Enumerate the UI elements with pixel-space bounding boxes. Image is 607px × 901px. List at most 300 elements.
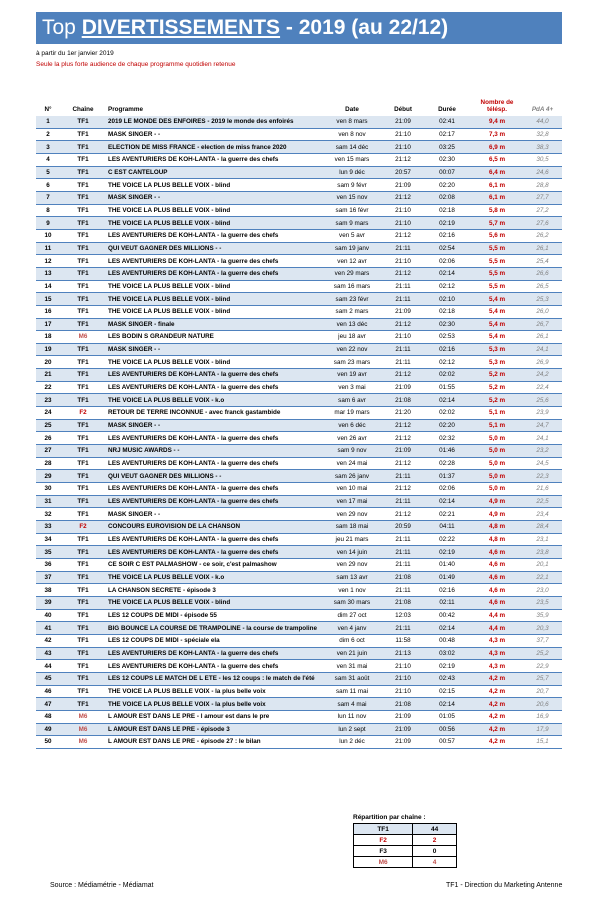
row-start: 21:12 [383,267,423,280]
table-row [36,166,562,179]
row-start: 21:12 [383,419,423,432]
row-start: 21:09 [383,723,423,736]
row-channel: TF1 [60,457,106,470]
row-programme: MASK SINGER - - [106,508,321,521]
row-programme: THE VOICE LA PLUS BELLE VOIX - blind [106,280,321,293]
row-duration: 02:20 [423,419,471,432]
row-audience: 4,8 m [471,521,523,534]
row-pda: 15,1 [523,736,562,749]
row-channel: TF1 [60,116,106,128]
row-programme: CONCOURS EUROVISION DE LA CHANSON [106,521,321,534]
row-date: lun 11 nov [321,710,383,723]
table-row [36,533,562,546]
row-date: sam 9 nov [321,445,383,458]
row-channel: TF1 [60,546,106,559]
table-row [36,217,562,230]
row-pda: 30,5 [523,153,562,166]
row-duration: 02:11 [423,596,471,609]
row-start: 21:11 [383,495,423,508]
row-pda: 23,9 [523,407,562,420]
row-programme: LES 12 COUPS DE MIDI - spéciale ela [106,634,321,647]
table-row [36,698,562,711]
row-audience: 4,4 m [471,622,523,635]
row-audience: 5,7 m [471,217,523,230]
row-start: 21:10 [383,204,423,217]
row-start: 21:10 [383,660,423,673]
col-num: N° [44,106,52,113]
row-audience: 4,3 m [471,647,523,660]
row-date: ven 1 nov [321,584,383,597]
row-programme: LES AVENTURIERS DE KOH-LANTA - la guerre des chefs [106,432,321,445]
table-row [36,672,562,685]
row-audience: 4,6 m [471,571,523,584]
row-num: 31 [36,495,60,508]
row-pda: 32,8 [523,128,562,141]
row-channel: TF1 [60,483,106,496]
row-date: ven 15 nov [321,191,383,204]
row-duration: 04:11 [423,521,471,534]
repartition-body [354,824,457,868]
row-programme: 2019 LE MONDE DES ENFOIRES - 2019 le monde des enfoirés [106,116,321,128]
row-num: 25 [36,419,60,432]
row-audience: 6,1 m [471,179,523,192]
row-num: 2 [36,128,60,141]
row-channel: TF1 [60,217,106,230]
row-channel: M6 [60,736,106,749]
row-date: ven 8 nov [321,128,383,141]
row-programme: LES AVENTURIERS DE KOH-LANTA - la guerre des chefs [106,495,321,508]
row-duration: 02:12 [423,356,471,369]
title-rest: - 2019 (au 22/12) [285,16,449,39]
row-date: ven 29 mars [321,267,383,280]
row-audience: 4,2 m [471,698,523,711]
row-programme: L AMOUR EST DANS LE PRE - épisode 27 : le bilan [106,736,321,749]
col-date: Date [345,106,359,113]
row-start: 21:08 [383,571,423,584]
row-programme: MASK SINGER - - [106,419,321,432]
row-date: ven 29 nov [321,558,383,571]
row-audience: 5,2 m [471,381,523,394]
row-start: 21:10 [383,255,423,268]
table-row [36,356,562,369]
row-channel: TF1 [60,685,106,698]
row-programme: THE VOICE LA PLUS BELLE VOIX - k.o [106,394,321,407]
row-programme: LES AVENTURIERS DE KOH-LANTA - la guerre des chefs [106,483,321,496]
row-date: dim 6 oct [321,634,383,647]
row-start: 21:08 [383,394,423,407]
row-num: 8 [36,204,60,217]
repartition-count: 4 [413,857,457,868]
row-num: 6 [36,179,60,192]
row-num: 50 [36,736,60,749]
row-date: sam 13 avr [321,571,383,584]
row-start: 21:20 [383,407,423,420]
row-start: 21:10 [383,128,423,141]
row-programme: RETOUR DE TERRE INCONNUE - avec franck gastambide [106,407,321,420]
row-duration: 02:02 [423,369,471,382]
row-start: 21:10 [383,141,423,154]
row-num: 45 [36,672,60,685]
row-duration: 02:12 [423,280,471,293]
row-num: 43 [36,647,60,660]
table-row [36,369,562,382]
row-channel: TF1 [60,280,106,293]
row-programme: C EST CANTELOUP [106,166,321,179]
row-programme: MASK SINGER - - [106,191,321,204]
row-start: 21:10 [383,217,423,230]
row-pda: 24,6 [523,166,562,179]
repartition-count: 0 [413,846,457,857]
row-date: ven 5 avr [321,229,383,242]
row-date: lun 9 déc [321,166,383,179]
row-audience: 5,3 m [471,356,523,369]
row-channel: TF1 [60,166,106,179]
row-start: 21:09 [383,381,423,394]
row-channel: TF1 [60,356,106,369]
row-duration: 02:32 [423,432,471,445]
row-programme: LES AVENTURIERS DE KOH-LANTA - la guerre des chefs [106,381,321,394]
row-programme: LES AVENTURIERS DE KOH-LANTA - la guerre des chefs [106,457,321,470]
row-audience: 4,3 m [471,660,523,673]
row-programme: LES AVENTURIERS DE KOH-LANTA - la guerre des chefs [106,546,321,559]
row-start: 21:11 [383,533,423,546]
row-date: ven 14 juin [321,546,383,559]
row-num: 18 [36,331,60,344]
report-title-banner [36,12,562,44]
row-pda: 22,5 [523,495,562,508]
row-duration: 01:40 [423,558,471,571]
row-audience: 4,2 m [471,672,523,685]
row-channel: TF1 [60,318,106,331]
table-row [36,128,562,141]
title-top: Top [42,16,76,39]
row-channel: TF1 [60,229,106,242]
table-header-row [36,94,562,116]
row-start: 21:11 [383,343,423,356]
row-audience: 4,2 m [471,685,523,698]
table-row [36,634,562,647]
row-start: 21:13 [383,647,423,660]
row-num: 23 [36,394,60,407]
row-duration: 02:14 [423,267,471,280]
row-channel: TF1 [60,394,106,407]
row-num: 38 [36,584,60,597]
row-channel: TF1 [60,255,106,268]
row-date: lun 2 déc [321,736,383,749]
row-date: sam 9 mars [321,217,383,230]
row-channel: TF1 [60,609,106,622]
row-duration: 02:06 [423,255,471,268]
table-row [36,736,562,749]
row-audience: 5,2 m [471,369,523,382]
row-duration: 01:05 [423,710,471,723]
row-duration: 02:16 [423,229,471,242]
row-audience: 4,2 m [471,710,523,723]
table-row [36,596,562,609]
row-duration: 02:14 [423,698,471,711]
row-programme: LES AVENTURIERS DE KOH-LANTA - la guerre des chefs [106,255,321,268]
row-num: 30 [36,483,60,496]
table-row [36,432,562,445]
repartition-channel: M6 [354,857,413,868]
row-programme: THE VOICE LA PLUS BELLE VOIX - blind [106,204,321,217]
row-start: 21:11 [383,356,423,369]
row-duration: 02:16 [423,343,471,356]
row-start: 21:12 [383,191,423,204]
row-duration: 01:49 [423,571,471,584]
row-pda: 23,2 [523,445,562,458]
row-start: 20:59 [383,521,423,534]
table-row [36,546,562,559]
row-pda: 23,1 [523,533,562,546]
row-start: 11:58 [383,634,423,647]
table-row [36,141,562,154]
row-audience: 4,2 m [471,723,523,736]
row-num: 3 [36,141,60,154]
row-start: 21:09 [383,179,423,192]
row-audience: 5,0 m [471,457,523,470]
row-num: 35 [36,546,60,559]
row-num: 24 [36,407,60,420]
row-start: 21:09 [383,116,423,128]
row-pda: 27,7 [523,191,562,204]
row-pda: 16,9 [523,710,562,723]
row-pda: 23,8 [523,546,562,559]
row-channel: TF1 [60,242,106,255]
row-pda: 20,3 [523,622,562,635]
row-channel: TF1 [60,305,106,318]
row-audience: 5,6 m [471,229,523,242]
row-audience: 4,6 m [471,546,523,559]
row-duration: 02:18 [423,305,471,318]
repartition-row [354,835,457,846]
row-audience: 6,1 m [471,191,523,204]
row-channel: TF1 [60,191,106,204]
row-duration: 02:43 [423,672,471,685]
row-pda: 25,6 [523,394,562,407]
row-num: 46 [36,685,60,698]
row-date: sam 4 mai [321,698,383,711]
row-date: ven 4 janv [321,622,383,635]
row-duration: 02:54 [423,242,471,255]
row-programme: LES 12 COUPS DE MIDI - épisode 55 [106,609,321,622]
table-row [36,457,562,470]
row-start: 21:09 [383,305,423,318]
table-row [36,723,562,736]
row-channel: TF1 [60,571,106,584]
row-duration: 02:21 [423,508,471,521]
table-row [36,407,562,420]
row-programme: THE VOICE LA PLUS BELLE VOIX - blind [106,596,321,609]
row-channel: TF1 [60,381,106,394]
row-pda: 20,1 [523,558,562,571]
row-duration: 00:56 [423,723,471,736]
row-date: ven 19 avr [321,369,383,382]
row-start: 21:08 [383,698,423,711]
row-num: 4 [36,153,60,166]
row-channel: TF1 [60,508,106,521]
row-duration: 01:46 [423,445,471,458]
row-duration: 02:10 [423,293,471,306]
table-row [36,204,562,217]
row-pda: 22,9 [523,660,562,673]
table-row [36,445,562,458]
row-pda: 28,4 [523,521,562,534]
row-channel: TF1 [60,470,106,483]
row-audience: 5,2 m [471,394,523,407]
col-programme: Programme [108,106,143,113]
row-pda: 24,1 [523,343,562,356]
source-note: Source : Médiamétrie - Médiamat [50,882,154,889]
row-programme: THE VOICE LA PLUS BELLE VOIX - blind [106,356,321,369]
row-programme: MASK SINGER - finale [106,318,321,331]
row-programme: NRJ MUSIC AWARDS - - [106,445,321,458]
row-audience: 5,1 m [471,407,523,420]
table-row [36,609,562,622]
row-pda: 21,6 [523,483,562,496]
row-channel: TF1 [60,698,106,711]
table-row [36,331,562,344]
row-audience: 4,2 m [471,736,523,749]
row-duration: 02:20 [423,179,471,192]
row-num: 9 [36,217,60,230]
row-channel: TF1 [60,369,106,382]
row-num: 22 [36,381,60,394]
row-date: sam 19 janv [321,242,383,255]
row-num: 36 [36,558,60,571]
row-audience: 5,1 m [471,419,523,432]
row-date: sam 31 août [321,672,383,685]
row-audience: 5,4 m [471,293,523,306]
table-row [36,116,562,128]
row-audience: 5,8 m [471,204,523,217]
table-row [36,558,562,571]
table-row [36,343,562,356]
row-start: 20:57 [383,166,423,179]
row-pda: 26,9 [523,356,562,369]
row-pda: 26,6 [523,267,562,280]
row-audience: 4,8 m [471,533,523,546]
repartition-channel: TF1 [354,824,413,835]
repartition-channel: F3 [354,846,413,857]
row-start: 21:11 [383,622,423,635]
row-duration: 00:48 [423,634,471,647]
row-pda: 26,1 [523,242,562,255]
repartition-count: 44 [413,824,457,835]
row-channel: TF1 [60,141,106,154]
row-audience: 5,3 m [471,343,523,356]
col-pda: PdA 4+ [531,106,554,113]
title-main: DIVERTISSEMENTS [81,16,281,39]
row-duration: 01:55 [423,381,471,394]
row-duration: 00:42 [423,609,471,622]
repartition-count: 2 [413,835,457,846]
table-body [36,116,562,748]
row-num: 21 [36,369,60,382]
row-audience: 5,5 m [471,267,523,280]
row-date: ven 22 nov [321,343,383,356]
row-pda: 28,8 [523,179,562,192]
row-start: 21:11 [383,546,423,559]
row-num: 13 [36,267,60,280]
row-start: 21:12 [383,318,423,331]
table-row [36,318,562,331]
row-date: ven 3 mai [321,381,383,394]
table-row [36,710,562,723]
row-audience: 5,0 m [471,483,523,496]
row-num: 17 [36,318,60,331]
row-num: 34 [36,533,60,546]
row-num: 33 [36,521,60,534]
row-num: 40 [36,609,60,622]
row-num: 15 [36,293,60,306]
row-date: ven 12 avr [321,255,383,268]
method-note: Seule la plus forte audience de chaque programme quotidien retenue [36,61,236,68]
row-date: sam 30 mars [321,596,383,609]
table-row [36,470,562,483]
row-date: sam 11 mai [321,685,383,698]
row-channel: M6 [60,331,106,344]
row-duration: 02:14 [423,622,471,635]
row-duration: 02:28 [423,457,471,470]
table-row [36,242,562,255]
row-programme: LES AVENTURIERS DE KOH-LANTA - la guerre des chefs [106,153,321,166]
row-programme: LA CHANSON SECRETE - épisode 3 [106,584,321,597]
row-duration: 02:15 [423,685,471,698]
row-date: ven 6 déc [321,419,383,432]
row-num: 1 [36,116,60,128]
row-pda: 35,9 [523,609,562,622]
row-num: 48 [36,710,60,723]
row-duration: 02:16 [423,584,471,597]
row-channel: TF1 [60,343,106,356]
row-date: sam 18 mai [321,521,383,534]
row-date: ven 15 mars [321,153,383,166]
row-num: 44 [36,660,60,673]
row-num: 28 [36,457,60,470]
row-duration: 02:30 [423,153,471,166]
row-pda: 22,3 [523,470,562,483]
row-num: 7 [36,191,60,204]
row-audience: 6,4 m [471,166,523,179]
row-channel: M6 [60,710,106,723]
table-row [36,508,562,521]
table-row [36,495,562,508]
table-row [36,394,562,407]
row-num: 19 [36,343,60,356]
table-row [36,571,562,584]
repartition-channel: F2 [354,835,413,846]
row-num: 16 [36,305,60,318]
row-num: 20 [36,356,60,369]
row-date: ven 17 mai [321,495,383,508]
row-pda: 44,0 [523,116,562,128]
table-row [36,229,562,242]
row-num: 39 [36,596,60,609]
row-start: 21:10 [383,331,423,344]
row-programme: LES AVENTURIERS DE KOH-LANTA - la guerre des chefs [106,369,321,382]
row-start: 21:11 [383,293,423,306]
row-date: sam 9 févr [321,179,383,192]
row-date: jeu 21 mars [321,533,383,546]
row-pda: 26,0 [523,305,562,318]
row-num: 49 [36,723,60,736]
col-chaine: Chaîne [72,106,94,113]
row-duration: 02:19 [423,217,471,230]
row-pda: 27,6 [523,217,562,230]
row-programme: THE VOICE LA PLUS BELLE VOIX - blind [106,217,321,230]
row-programme: LES AVENTURIERS DE KOH-LANTA - la guerre des chefs [106,267,321,280]
